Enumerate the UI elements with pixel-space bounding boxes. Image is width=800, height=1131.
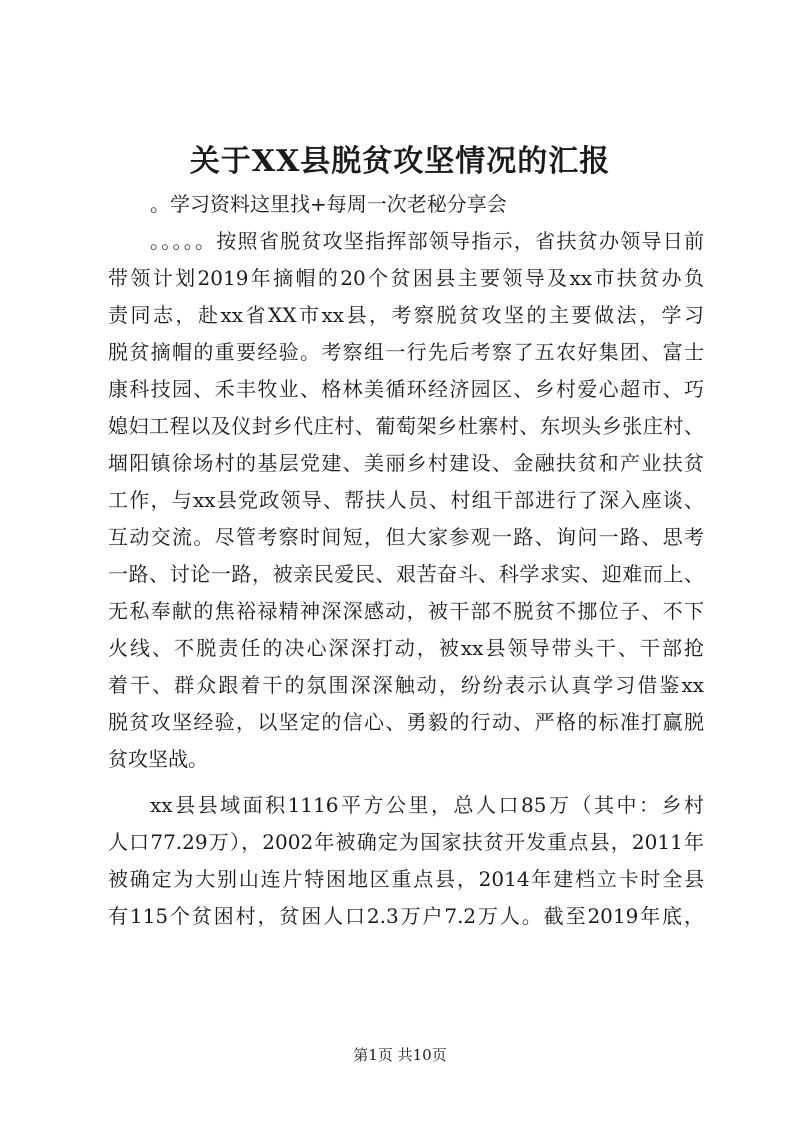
paragraph-line: 脱贫攻坚经验，以坚定的信心、勇毅的行动、严格的标准打赢脱	[108, 710, 704, 734]
page-footer: 第1页 共10页	[353, 1046, 447, 1064]
paragraph-line: 人口77.29万），2002年被确定为国家扶贫开发重点县，2011年	[108, 830, 704, 854]
paragraph-line: 。。。。。按照省脱贫攻坚指挥部领导指示，省扶贫办领导日前	[150, 229, 704, 253]
paragraph-gap	[108, 778, 704, 787]
subtitle-line: 。学习资料这里找+每周一次老秘分享会	[150, 192, 507, 216]
paragraph-line: 堌阳镇徐场村的基层党建、美丽乡村建设、金融扶贫和产业扶贫	[108, 451, 704, 475]
paragraph-1	[108, 223, 704, 778]
paragraph-line: 脱贫摘帽的重要经验。考察组一行先后考察了五农好集团、富士	[108, 340, 704, 364]
paragraph-line: 着干、群众跟着干的氛围深深触动，纷纷表示认真学习借鉴xx	[108, 673, 704, 697]
paragraph-line: 互动交流。尽管考察时间短，但大家参观一路、询问一路、思考	[108, 525, 704, 549]
paragraph-2	[108, 787, 704, 935]
paragraph-line: 带领计划2019年摘帽的20个贫困县主要领导及xx市扶贫办负	[108, 266, 704, 290]
paragraph-line: 火线、不脱责任的决心深深打动，被xx县领导带头干、干部抢	[108, 636, 704, 660]
paragraph-line: 康科技园、禾丰牧业、格林美循环经济园区、乡村爱心超市、巧	[108, 377, 704, 401]
document-title: 关于XX县脱贫攻坚情况的汇报	[189, 144, 611, 179]
paragraph-line: 一路、讨论一路，被亲民爱民、艰苦奋斗、科学求实、迎难而上、	[108, 562, 704, 586]
paragraph-line: 无私奉献的焦裕禄精神深深感动，被干部不脱贫不挪位子、不下	[108, 599, 704, 623]
paragraph-line: 被确定为大别山连片特困地区重点县，2014年建档立卡时全县	[108, 867, 704, 891]
paragraph-line: xx县县域面积1116平方公里，总人口85万（其中：乡村	[150, 793, 704, 817]
document-body	[108, 186, 704, 935]
paragraph-line: 媳妇工程以及仪封乡代庄村、葡萄架乡杜寨村、东坝头乡张庄村、	[108, 414, 704, 438]
paragraph-line: 工作，与xx县党政领导、帮扶人员、村组干部进行了深入座谈、	[108, 488, 704, 512]
paragraph-line: 责同志，赴xx省XX市xx县，考察脱贫攻坚的主要做法，学习	[108, 303, 704, 327]
paragraph-line: 贫攻坚战。	[108, 747, 208, 771]
paragraph-line: 有115个贫困村，贫困人口2.3万户7.2万人。截至2019年底，	[108, 904, 704, 928]
